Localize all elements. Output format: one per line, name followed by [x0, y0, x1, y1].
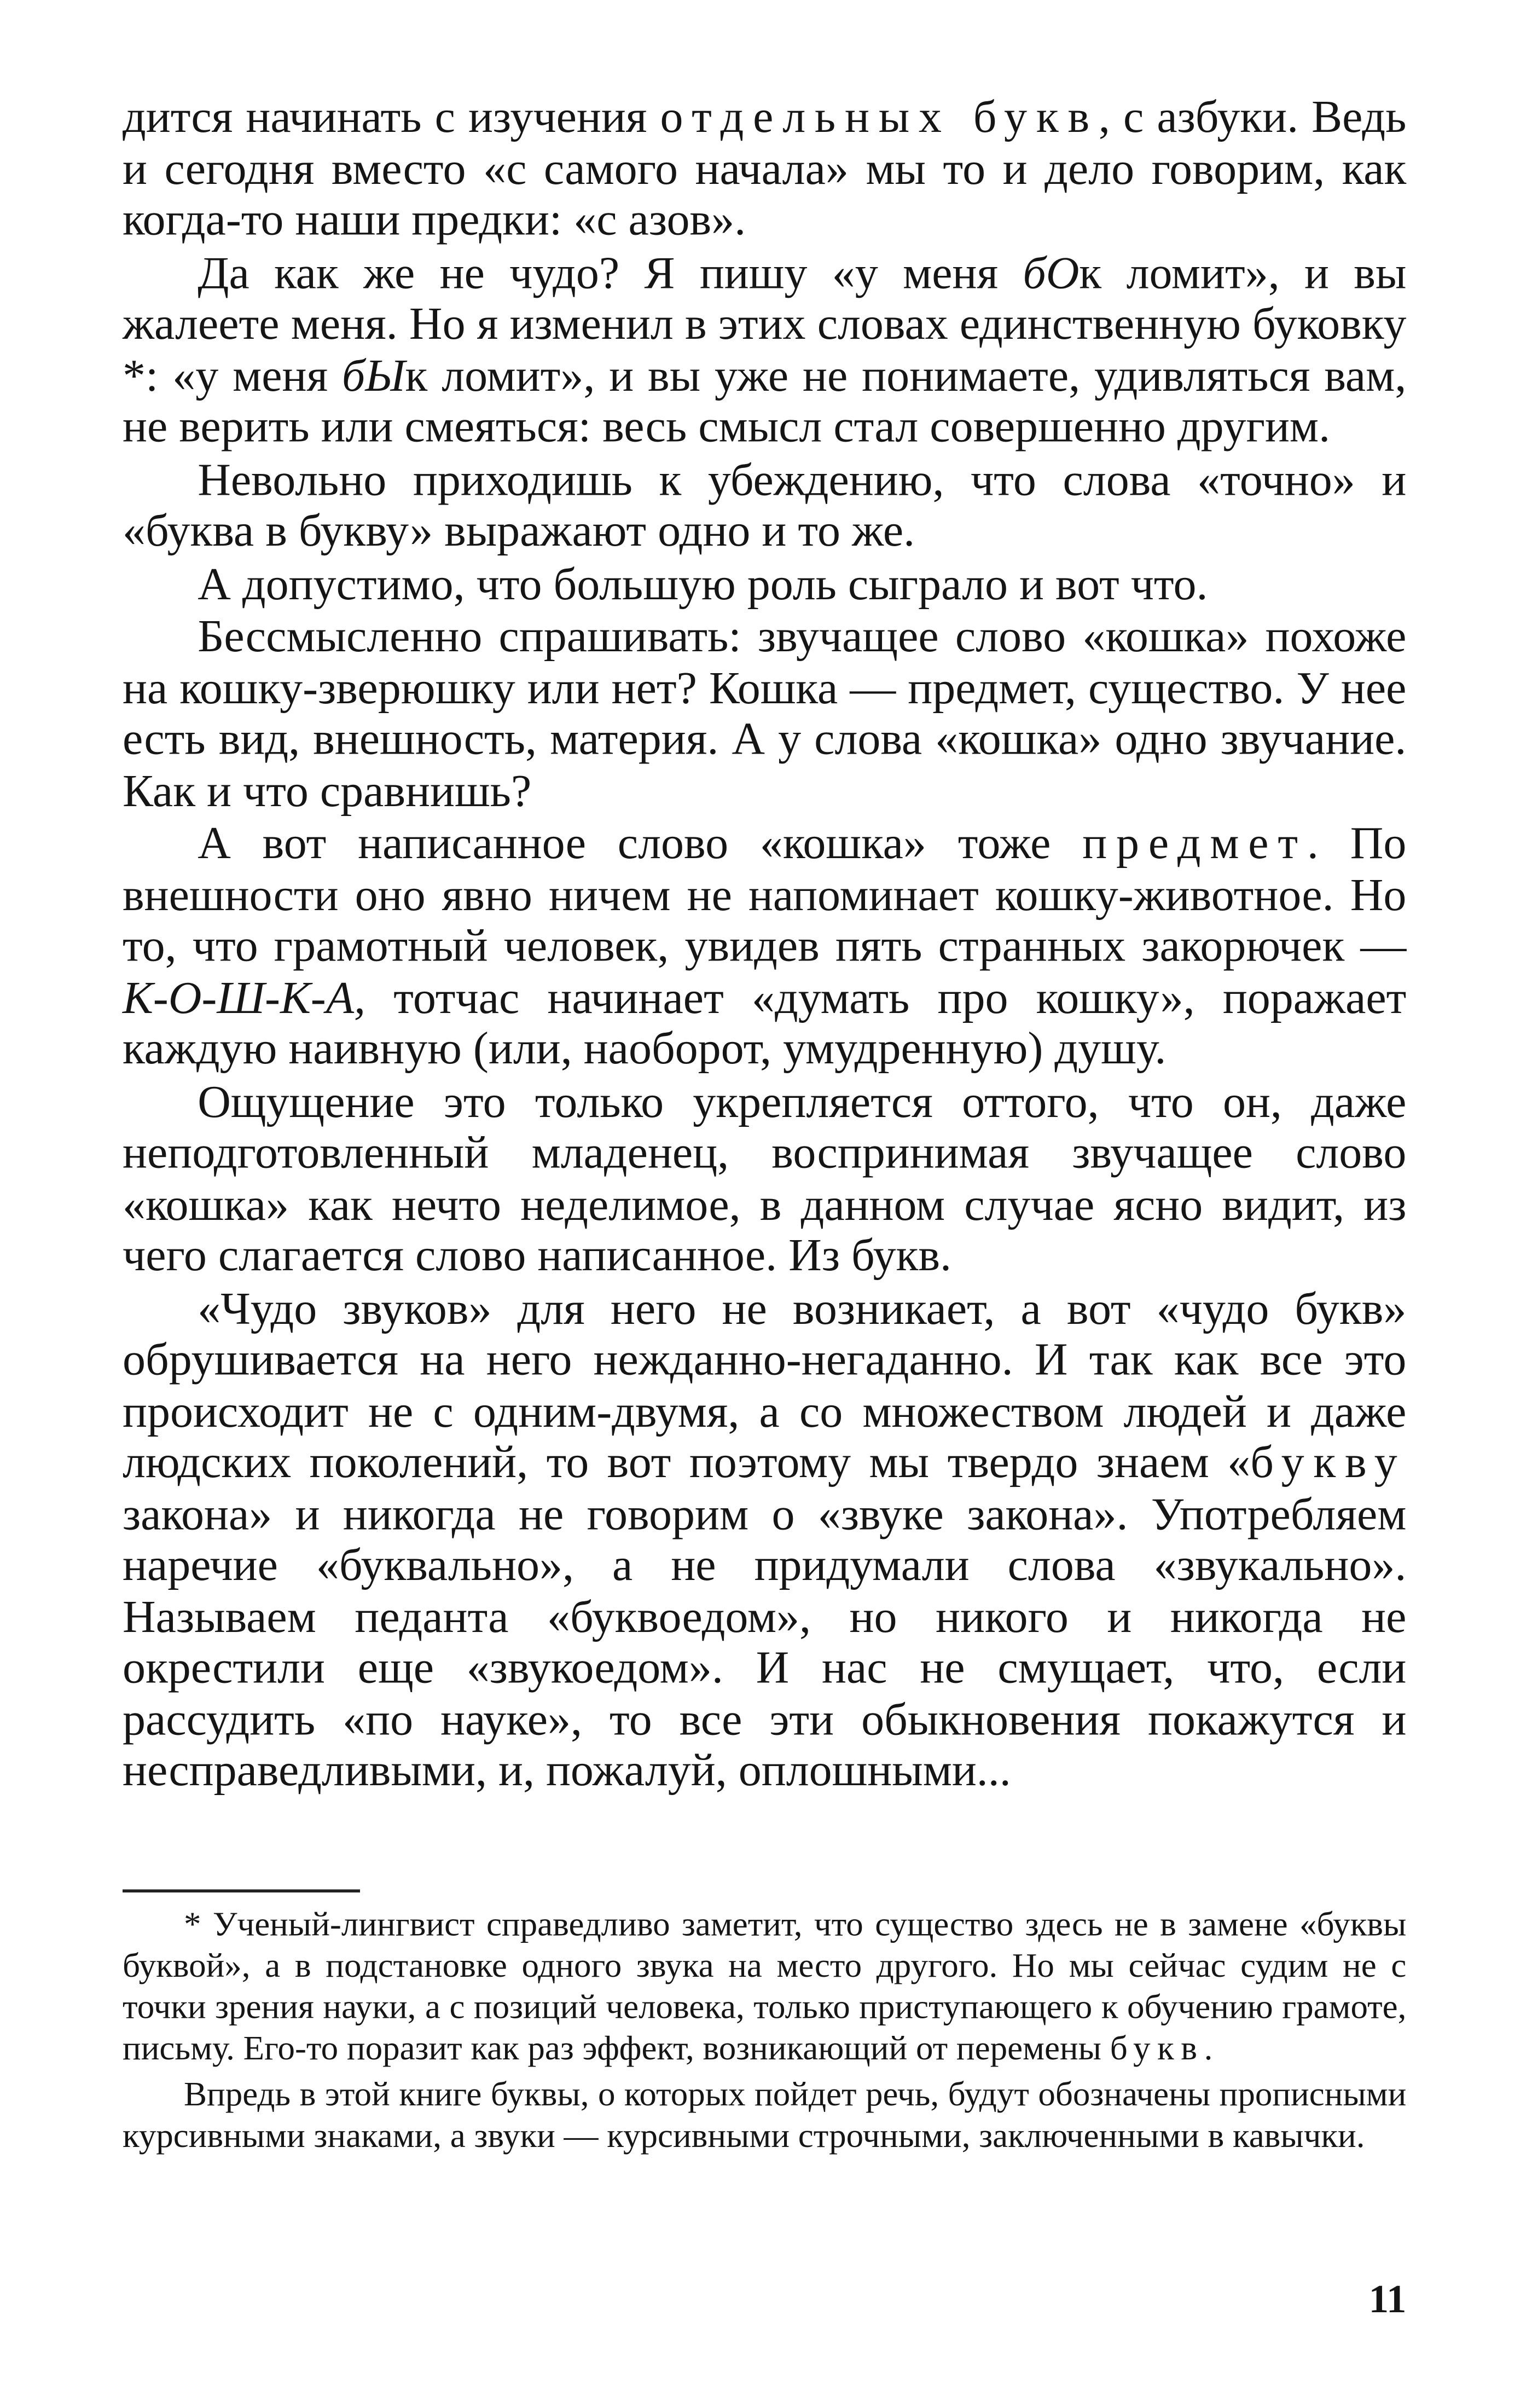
paragraph-7: Ощущение это только укрепляется оттого, что он, даже неподготовленный младенец, воспринимая звучащее слово «кошка» как нечто неделимое, в данном случае ясно видит, из чего слагается слово написанное. Из букв.	[123, 1076, 1407, 1281]
paragraph-3: Невольно приходишь к убеждению, что слова «точно» и «буква в букву» выражают одно и то же.	[123, 454, 1407, 557]
paragraph-8: «Чудо звуков» для него не возникает, а вот «чудо букв» обрушивается на него нежданно-негаданно. И так как все это происходит не с одним-двумя, а со множеством людей и даже людских поколений, то вот поэтому мы твердо знаем «букву закона» и никогда не говорим о «звуке закона». Употребляем наречие «буквально», а не придумали слова «звукально». Называем педанта «буквоедом», но никого и никогда не окрестили еще «звукоедом». И нас не смущает, что, если рассудить «по науке», то все эти обыкновения покажутся и несправедливыми, и, пожалуй, оплошными...	[123, 1283, 1407, 1796]
page-number: 11	[1368, 2277, 1407, 2322]
italic-emphasis: К-О-Ш-К-А,	[123, 972, 366, 1023]
paragraph-1: дится начинать с изучения отдельных букв, с азбуки. Ведь и сегодня вместо «с самого начала» мы то и дело говорим, как когда-то наши предки: «с азов».	[123, 92, 1407, 245]
spaced-emphasis: букв	[1110, 2029, 1204, 2068]
paragraph-2: Да как же не чудо? Я пишу «у меня бОк ломит», и вы жалеете меня. Но я изменил в этих словах единственную буковку *: «у меня бЫк ломит», и вы уже не понимаете, удивляться вам, не верить или смеяться: весь смысл стал совершенно другим.	[123, 247, 1407, 452]
footnote-2: Впредь в этой книге буквы, о которых пойдет речь, будут обозначены прописными курсивными знаками, а звуки — курсивными строчными, заключенными в кавычки.	[123, 2075, 1407, 2155]
spaced-emphasis: букву	[1250, 1437, 1407, 1488]
paragraph-6: А вот написанное слово «кошка» тоже предмет. По внешности оно явно ничем не напоминает кошку-животное. Но то, что грамотный человек, увидев пять странных закорючек — К-О-Ш-К-А, тотчас начинает «думать про кошку», поражает каждую наивную (или, наоборот, умудренную) душу.	[123, 818, 1407, 1074]
spaced-emphasis: предмет	[1082, 818, 1307, 869]
spaced-emphasis: отдельных букв	[660, 92, 1099, 143]
footnote-divider	[123, 1889, 360, 1892]
paragraph-4: А допустимо, что большую роль сыграло и вот что.	[198, 558, 1208, 609]
italic-emphasis: бЫ	[342, 350, 405, 401]
italic-emphasis: бО	[1023, 247, 1080, 298]
main-text	[123, 92, 1406, 1797]
footnote-1: * Ученый-лингвист справедливо заметит, что существо здесь не в замене «буквы буквой», а в подстановке одного звука на место другого. Но мы сейчас судим не с точки зрения науки, а с позиций человека, только приступающего к обучению грамоте, письму. Его-то поразит как раз эффект, возникающий от перемены букв.	[123, 1905, 1407, 2068]
paragraph-5: Бессмысленно спрашивать: звучащее слово «кошка» похоже на кошку-зверюшку или нет? Кошка — предмет, существо. У нее есть вид, внешность, материя. А у слова «кошка» одно звучание. Как и что сравнишь?	[123, 611, 1407, 816]
footnotes	[123, 1903, 1406, 2156]
